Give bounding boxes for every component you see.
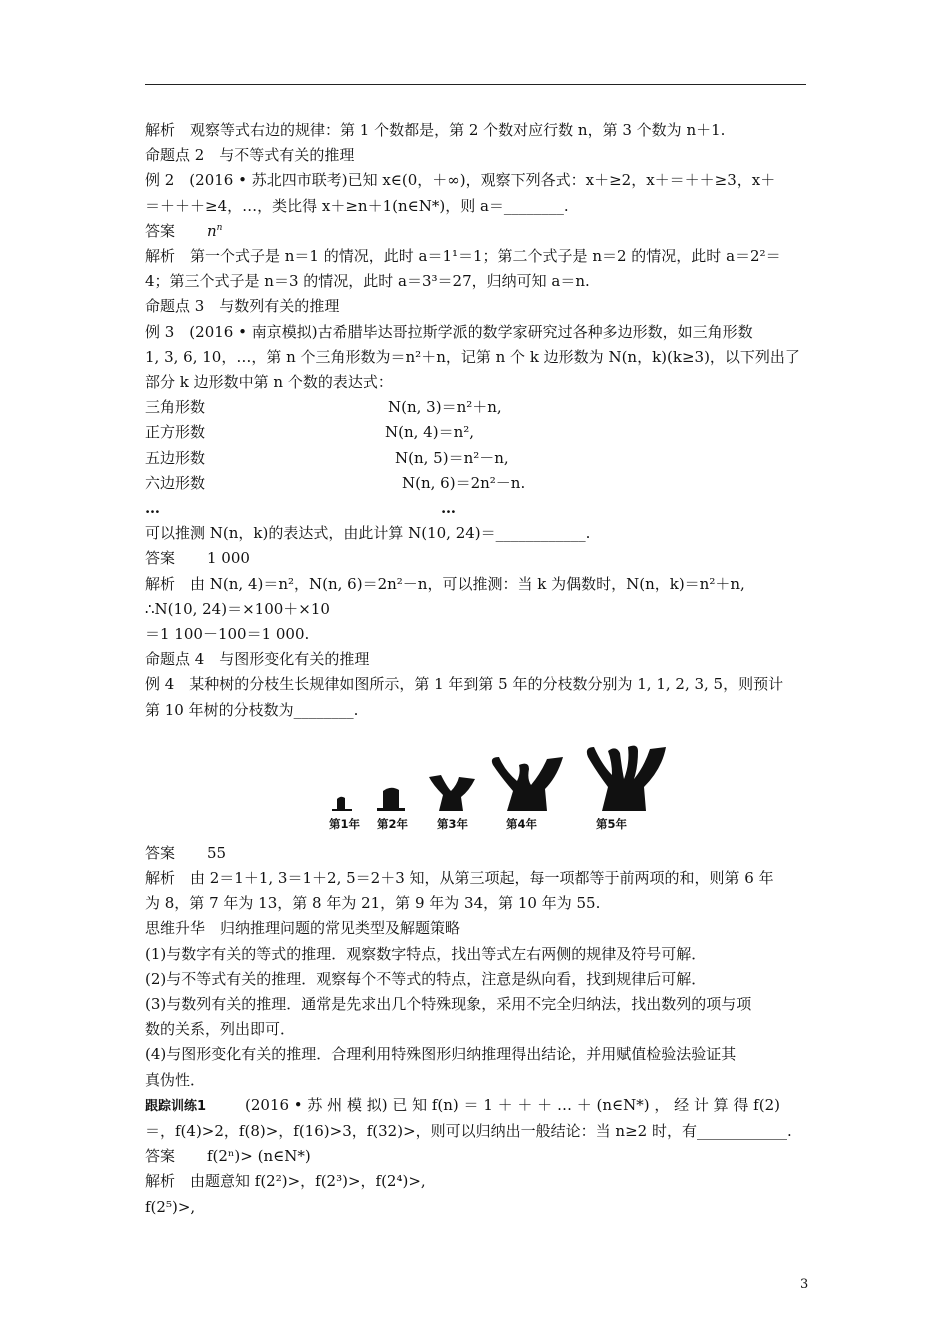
poly-formula: N(n, 4)＝n²,	[385, 423, 475, 442]
strategy-item: (4)与图形变化有关的推理．合理利用特殊图形归纳推理得出结论，并用赋值检验法验证其	[145, 1045, 737, 1064]
poly-name: 六边形数	[145, 473, 206, 492]
strategy-item: 真伪性．	[145, 1070, 206, 1089]
strategy-item: (3)与数列有关的推理．通常是先求出几个特殊现象，采用不完全归纳法，找出数列的项与项	[145, 995, 752, 1014]
answer-value: n	[207, 221, 217, 240]
poly-name: 三角形数	[145, 398, 206, 417]
tree-year4-image	[489, 755, 569, 811]
answer-label: 答案	[145, 1147, 176, 1166]
text-line: 解析 由 2＝1＋1, 3＝1＋2, 5＝2＋3 知，从第三项起，每一项都等于前两项的和，则第 6 年	[145, 869, 774, 887]
text-line: 解析 观察等式右边的规律：第 1 个数都是，第 2 个数对应行数 n，第 3 个数为 n＋1.	[145, 121, 726, 139]
page-number: 3	[800, 1277, 809, 1292]
text-line: f(2⁵)>,	[145, 1197, 196, 1216]
figure-caption: 第5年	[596, 816, 628, 831]
answer-value: f(2ⁿ)> (n∈N*)	[207, 1147, 311, 1166]
poly-ellipsis-row	[145, 496, 810, 521]
text-line: 部分 k 边形数中第 n 个数的表达式：	[145, 373, 393, 392]
tree-year2-image	[377, 785, 405, 811]
tree-year1-image	[332, 795, 352, 811]
exercise-text: (2016 • 苏 州 模 拟) 已 知 f(n) ＝ 1 ＋ ＋ ＋ … ＋ (n∈N*) ， 经 计 算 得 f(2)	[245, 1095, 780, 1114]
text-line: 第 10 年树的分枝数为________.	[145, 700, 359, 719]
answer-label: 答案	[145, 549, 176, 568]
text-line: 解析 第一个式子是 n＝1 的情况，此时 a＝1¹＝1；第二个式子是 n＝2 的情况，此时 a＝2²＝	[145, 247, 781, 266]
answer-line: 答案 $n^n$	[145, 219, 810, 244]
answer-label: 答案	[145, 221, 176, 240]
text-line: ＝＋＋＋≥4，…，类比得 x＋≥n＋1(n∈N*)，则 a＝________.	[145, 196, 569, 215]
figure-caption: 第3年	[437, 816, 469, 831]
section-heading: 命题点 3 与数列有关的推理	[145, 297, 340, 316]
text-line: 可以推测 N(n，k)的表达式，由此计算 N(10, 24)＝____________.	[145, 524, 591, 543]
text-line: 例 2 (2016 • 苏北四市联考)已知 x∈(0，＋∞)，观察下列各式：x＋≥2，x＋＝＋＋≥3，x＋	[145, 171, 776, 190]
poly-name: 正方形数	[145, 423, 206, 442]
text-line: ∴N(10, 24)＝×100＋×10	[145, 599, 330, 618]
answer-line	[145, 1144, 810, 1169]
strategy-item: 数的关系，列出即可．	[145, 1020, 296, 1039]
text-line: 例 3 (2016 • 南京模拟)古希腊毕达哥拉斯学派的数学家研究过各种多边形数，如三角形数	[145, 322, 753, 341]
text-line: 解析 由 N(n, 4)＝n²，N(n, 6)＝2n²－n，可以推测：当 k 为偶数时，N(n，k)＝n²＋n,	[145, 574, 745, 593]
tree-year3-image	[429, 773, 475, 811]
poly-row	[145, 446, 810, 471]
tree-growth-figure	[145, 723, 810, 841]
poly-row	[145, 471, 810, 496]
exercise-label: 跟踪训练1	[145, 1098, 207, 1114]
poly-formula: N(n, 3)＝n²＋n,	[388, 398, 502, 417]
poly-row	[145, 420, 810, 445]
text-line: ＝1 100－100＝1 000.	[145, 624, 310, 643]
answer-value: 1 000	[207, 549, 250, 568]
poly-row	[145, 395, 810, 420]
answer-value: 55	[207, 843, 227, 862]
figure-caption: 第4年	[506, 816, 538, 831]
ellipsis: …	[441, 498, 456, 517]
strategy-item: (1)与数字有关的等式的推理．观察数字特点，找出等式左右两侧的规律及符号可解．	[145, 944, 707, 963]
section-heading: 命题点 2 与不等式有关的推理	[145, 146, 355, 165]
exercise-line	[145, 1093, 810, 1119]
ellipsis: …	[145, 498, 160, 517]
figure-caption: 第1年	[329, 816, 361, 831]
section-heading: 思维升华 归纳推理问题的常见类型及解题策略	[145, 919, 461, 938]
text-line: 1, 3, 6, 10，…，第 n 个三角形数为＝n²＋n，记第 n 个 k 边形数为 N(n，k)(k≥3)，以下列出了	[145, 347, 800, 366]
text-line: 例 4 某种树的分枝生长规律如图所示，第 1 年到第 5 年的分枝数分别为 1, 1, 2, 3, 5，则预计	[145, 675, 784, 694]
poly-name: 五边形数	[145, 448, 206, 467]
answer-line	[145, 546, 810, 571]
page-content	[145, 118, 810, 1220]
poly-formula: N(n, 5)＝n²－n,	[395, 448, 509, 467]
header-rule	[145, 84, 806, 85]
text-line: ＝，f(4)>2，f(8)>，f(16)>3，f(32)>，则可以归纳出一般结论：当 n≥2 时，有____________.	[145, 1122, 792, 1141]
strategy-item: (2)与不等式有关的推理．观察每个不等式的特点，注意是纵向看，找到规律后可解．	[145, 969, 707, 988]
text-line: 解析 由题意知 f(2²)>，f(2³)>，f(2⁴)>,	[145, 1172, 426, 1191]
text-line: 4；第三个式子是 n＝3 的情况，此时 a＝3³＝27，归纳可知 a＝n.	[145, 272, 590, 291]
figure-caption: 第2年	[377, 816, 409, 831]
section-heading: 命题点 4 与图形变化有关的推理	[145, 650, 370, 669]
answer-line	[145, 841, 810, 866]
poly-formula: N(n, 6)＝2n²－n.	[402, 473, 526, 492]
text-line: 为 8，第 7 年为 13，第 8 年为 21，第 9 年为 34，第 10 年为 55.	[145, 894, 601, 913]
tree-year5-image	[582, 739, 672, 811]
answer-label: 答案	[145, 843, 176, 862]
